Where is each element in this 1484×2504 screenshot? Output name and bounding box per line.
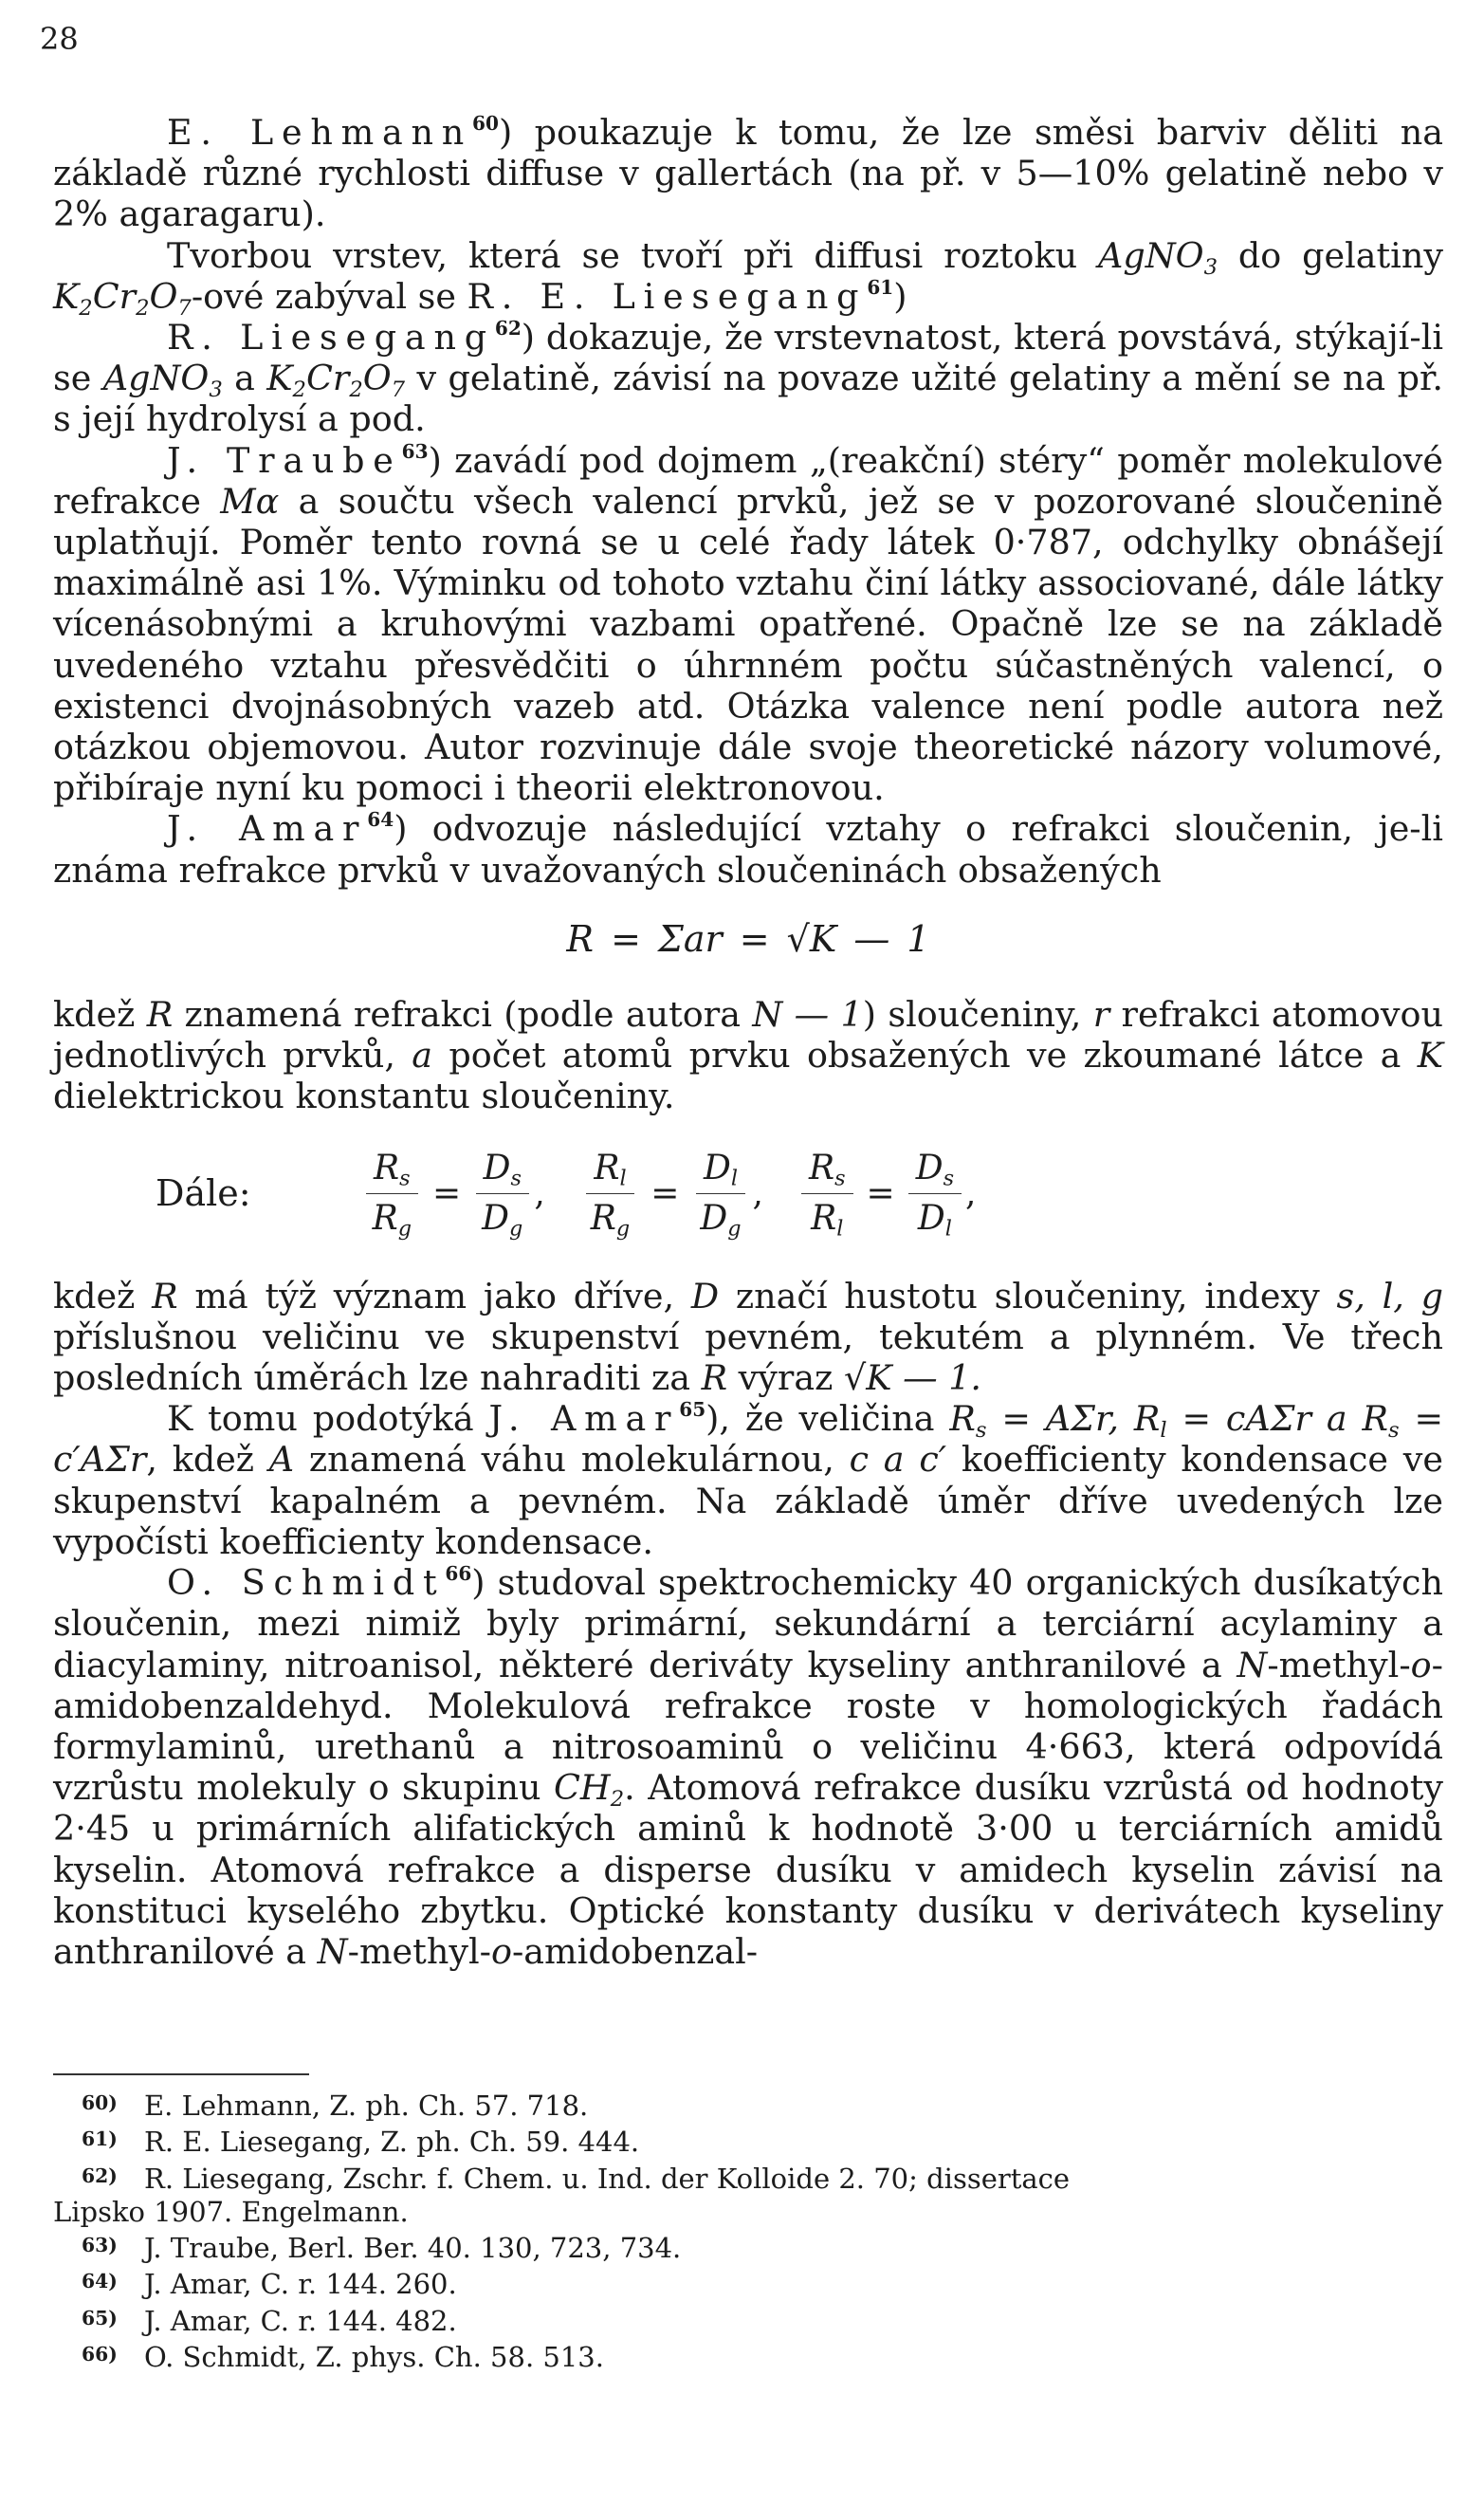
paragraph-text: -methyl- [1267, 1644, 1411, 1685]
footnote-mark: 63) [82, 2234, 118, 2257]
footnote-divider [53, 2073, 309, 2075]
fraction: $\frac{R_s}{R_g}$ [365, 1144, 419, 1243]
paragraph-liesegang [53, 317, 1443, 440]
footnote [53, 2302, 1443, 2338]
paragraph-text: -ové zabýval se [191, 275, 467, 317]
body-text [53, 112, 1443, 1972]
symbol-r: R [701, 1357, 728, 1399]
symbol-n: N [317, 1930, 348, 1972]
footnote-mark: 66) [82, 2342, 118, 2366]
footnote-text: J. Amar, C. r. 144. 482. [144, 2304, 457, 2337]
paragraph-text: ), že veličina [705, 1398, 950, 1440]
symbol-n: N [1237, 1644, 1268, 1685]
symbol-a-cap: A [268, 1439, 295, 1481]
dale-label: Dále: [156, 1171, 251, 1214]
paragraph-text: , kdež [146, 1439, 269, 1481]
footnote-text: R. Liesegang, Zschr. f. Chem. u. Ind. der Kolloide 2. 70; dissertace [144, 2162, 1071, 2195]
paragraph-text: Tvorbou vrstev, která se tvoří při diffusi roztoku [167, 234, 1098, 276]
symbol-c: c a c′ [849, 1439, 947, 1481]
formula-agno3: AgNO$_3$ [1097, 234, 1218, 280]
comma: , [965, 1173, 977, 1213]
paragraph-text: ) [893, 275, 907, 317]
footnote-text: Lipsko 1907. Engelmann. [53, 2195, 409, 2228]
author-name: R. E. Liesegang [467, 275, 868, 317]
author-name: J. Traube [167, 439, 402, 481]
paragraph-traube [53, 440, 1443, 809]
fraction: $\frac{R_l}{R_g}$ [583, 1144, 637, 1243]
paragraph-kdez-1 [53, 994, 1443, 1117]
formula-agno3: AgNO$_3$ [102, 358, 223, 402]
footnote-ref: 62 [494, 316, 522, 340]
footnote-ref: 63 [401, 439, 429, 463]
footnote-ref: 66 [445, 1562, 472, 1586]
footnote-text: J. Amar, C. r. 144. 260. [144, 2268, 457, 2301]
formula-rs: $R_s = A\Sigma r$, $R_l = cA\Sigma r$ [949, 1398, 1311, 1444]
paragraph-text: kdež [53, 994, 147, 1036]
formula-rs2: a $R_s = c'A\Sigma r$ [53, 1398, 1444, 1481]
paragraph-text: značí hustotu sloučeniny, indexy [719, 1275, 1337, 1316]
paragraph-text: a součtu všech valencí prvků, jež se v pozorované sloučenině uplatňují. Poměr tento rovná se u celé řady látek 0·787, odchylky obnášejí maximálně asi 1%. Výminku od tohoto vztahu činí látky associované, dále látky vícenásobnými a kruhovými vazbami opatřené. Opačně lze se na základě uvedeného vztahu přesvědčiti o úhrnném počtu súčastněných valencí, o existenci dvojnásobných vazeb atd. Otázka valence není podle autora než otázkou objemovou. Autor rozvinuje dále svoje theoretické názory volumové, přibíraje nyní ku pomoci i theorii elektronovou. [53, 480, 1444, 809]
footnote-ref: 61 [867, 275, 894, 299]
symbol-n-minus-1: N — 1 [752, 994, 863, 1036]
symbol-k: K [1417, 1035, 1444, 1077]
symbol-indexes: s, l, g [1336, 1275, 1443, 1316]
footnotes [53, 2087, 1443, 2374]
footnote-ref: 60 [472, 111, 499, 135]
paragraph-text: znamená refrakci (podle autora [173, 994, 753, 1036]
symbol-r: R [146, 994, 174, 1036]
paragraph-text: -amidobenzal- [511, 1930, 759, 1972]
paragraph-text: ) zavádí pod dojmem „(reakční) stéry“ poměr molekulové refrakce [53, 439, 1443, 522]
symbol-d: D [690, 1275, 720, 1316]
page-number: 28 [40, 21, 79, 57]
footnote [53, 2160, 1443, 2196]
paragraph-text: kdež [53, 1275, 153, 1316]
paragraph-lehmann [53, 112, 1443, 235]
formula-k2cr2o7: $K_2Cr_2O_7$ [53, 275, 192, 321]
paragraph-amar-2 [53, 1398, 1443, 1562]
ratio-equations [156, 1144, 1443, 1243]
symbol-o: o [490, 1930, 512, 1972]
paragraph-text: ) dokazuje, že vrstevnatost, která povstává, stýkají-li se [53, 317, 1444, 399]
formula-malpha: Mα [220, 480, 280, 522]
paragraph-text: znamená váhu molekulárnou, [294, 1439, 850, 1481]
equals-sign: = [866, 1173, 895, 1213]
footnote-ref: 64 [367, 808, 394, 832]
comma: , [534, 1173, 545, 1213]
author-name: J. Amar [167, 808, 368, 850]
footnote-text: R. E. Liesegang, Z. ph. Ch. 59. 444. [144, 2126, 640, 2159]
symbol-o: o [1410, 1644, 1432, 1685]
footnote-mark: 65) [82, 2306, 118, 2329]
footnote [53, 2123, 1443, 2159]
footnote-mark: 64) [82, 2270, 118, 2293]
formula-k2cr2o7: $K_2Cr_2O_7$ [266, 358, 406, 402]
author-name: O. Schmidt [167, 1562, 446, 1604]
footnote-mark: 60) [82, 2091, 118, 2114]
footnote [53, 2229, 1443, 2265]
paragraph-text: příslušnou veličinu ve skupenství pevném, tekutém a plynném. Ve třech posledních úměrách lze nahraditi za [53, 1316, 1443, 1399]
paragraph-text: ) odvozuje následující vztahy o refrakci sloučenin, je-li známa refrakce prvků v uvažovaných sloučeninách obsažených [53, 808, 1443, 891]
footnote-mark: 61) [82, 2127, 118, 2151]
footnote-text: O. Schmidt, Z. phys. Ch. 58. 513. [144, 2340, 604, 2373]
symbol-r: R [152, 1275, 178, 1316]
equals-sign: = [431, 1173, 462, 1213]
equals-sign: = [650, 1173, 680, 1213]
footnote [53, 2265, 1443, 2301]
paragraph-text: má týž význam jako dříve, [177, 1275, 691, 1316]
footnote-text: J. Traube, Berl. Ber. 40. 130, 723, 734. [144, 2232, 682, 2265]
footnote-continuation [53, 2196, 1443, 2229]
paragraph-text: ) sloučeniny, [862, 994, 1093, 1036]
paragraph-tvorbou [53, 234, 1443, 321]
paragraph-text: v gelatině, závisí na povaze užité gelatiny a mění se na př. s její hydrolysí a pod. [53, 358, 1443, 440]
paragraph-text: -methyl- [347, 1930, 491, 1972]
paragraph-text: do gelatiny [1217, 234, 1443, 276]
paragraph-text: refrakci atomovou jednotlivých prvků, [53, 994, 1443, 1077]
paragraph-text: -amidobenzaldehyd. Molekulová refrakce roste v homologických řadách formylaminů, urethanů a nitrosoaminů o veličinu 4·663, která odpovídá vzrůstu molekuly o skupinu [53, 1644, 1443, 1809]
paragraph-text: K tomu podotýká [167, 1398, 489, 1440]
footnote-text: E. Lehmann, Z. ph. Ch. 57. 718. [144, 2090, 589, 2123]
paragraph-text: výraz [727, 1357, 844, 1399]
paragraph-schmidt [53, 1562, 1443, 1972]
fraction: $\frac{R_s}{R_l}$ [801, 1144, 853, 1243]
fraction: $\frac{D_s}{D_l}$ [908, 1144, 962, 1243]
paragraph-kdez-2 [53, 1276, 1443, 1399]
paragraph-text: počet atomů prvku obsažených ve zkoumané látce a [432, 1035, 1418, 1077]
paragraph-text: dielektrickou konstantu sloučeniny. [53, 1076, 675, 1117]
footnote [53, 2338, 1443, 2374]
footnote [53, 2087, 1443, 2123]
footnote-ref: 65 [679, 1398, 706, 1422]
fraction: $\frac{D_l}{D_g}$ [692, 1144, 748, 1243]
symbol-r-small: r [1092, 994, 1110, 1036]
symbol-sqrt-k: √K — 1. [843, 1357, 982, 1399]
author-name: E. Lehmann [167, 112, 473, 153]
paragraph-text: . Atomová refrakce dusíku vzrůstá od hodnoty 2·45 u primárních alifatických aminů k hodnotě 3·00 u terciárních amidů kyselin. Atomová refrakce a disperse dusíku v amidech kyselin závisí na konstituci kyselého zbytku. Optické konstanty dusíku v derivátech kyseliny anthranilové a [53, 1767, 1443, 1972]
paragraph-text: ) poukazuje k tomu, že lze směsi barviv děliti na základě různé rychlosti diffuse v gallertách (na př. v 5—10% gelatině nebo v 2% agaragaru). [53, 112, 1443, 235]
formula-ch2: $CH_2$ [553, 1767, 625, 1812]
paragraph-text: a [222, 358, 267, 399]
comma: , [752, 1173, 763, 1213]
paragraph-amar [53, 808, 1443, 890]
symbol-a: a [412, 1035, 433, 1077]
main-equation: R = Σar = √K — 1 [566, 917, 930, 960]
paragraph-text: koefficienty kondensace ve skupenství kapalném a pevném. Na základě úměr dříve uvedených lze vypočísti koefficienty kondensace. [53, 1439, 1444, 1562]
author-name: J. Amar [488, 1398, 680, 1440]
footnote-mark: 62) [82, 2163, 118, 2187]
fraction: $\frac{D_s}{D_g}$ [474, 1144, 530, 1243]
paragraph-text: ) studoval spektrochemicky 40 organických dusíkatých sloučenin, mezi nimiž byly primární, sekundární a terciární acylaminy a diacylaminy, nitroanisol, některé deriváty kyseliny anthranilové a [53, 1562, 1443, 1685]
author-name: R. Liesegang [167, 317, 495, 359]
